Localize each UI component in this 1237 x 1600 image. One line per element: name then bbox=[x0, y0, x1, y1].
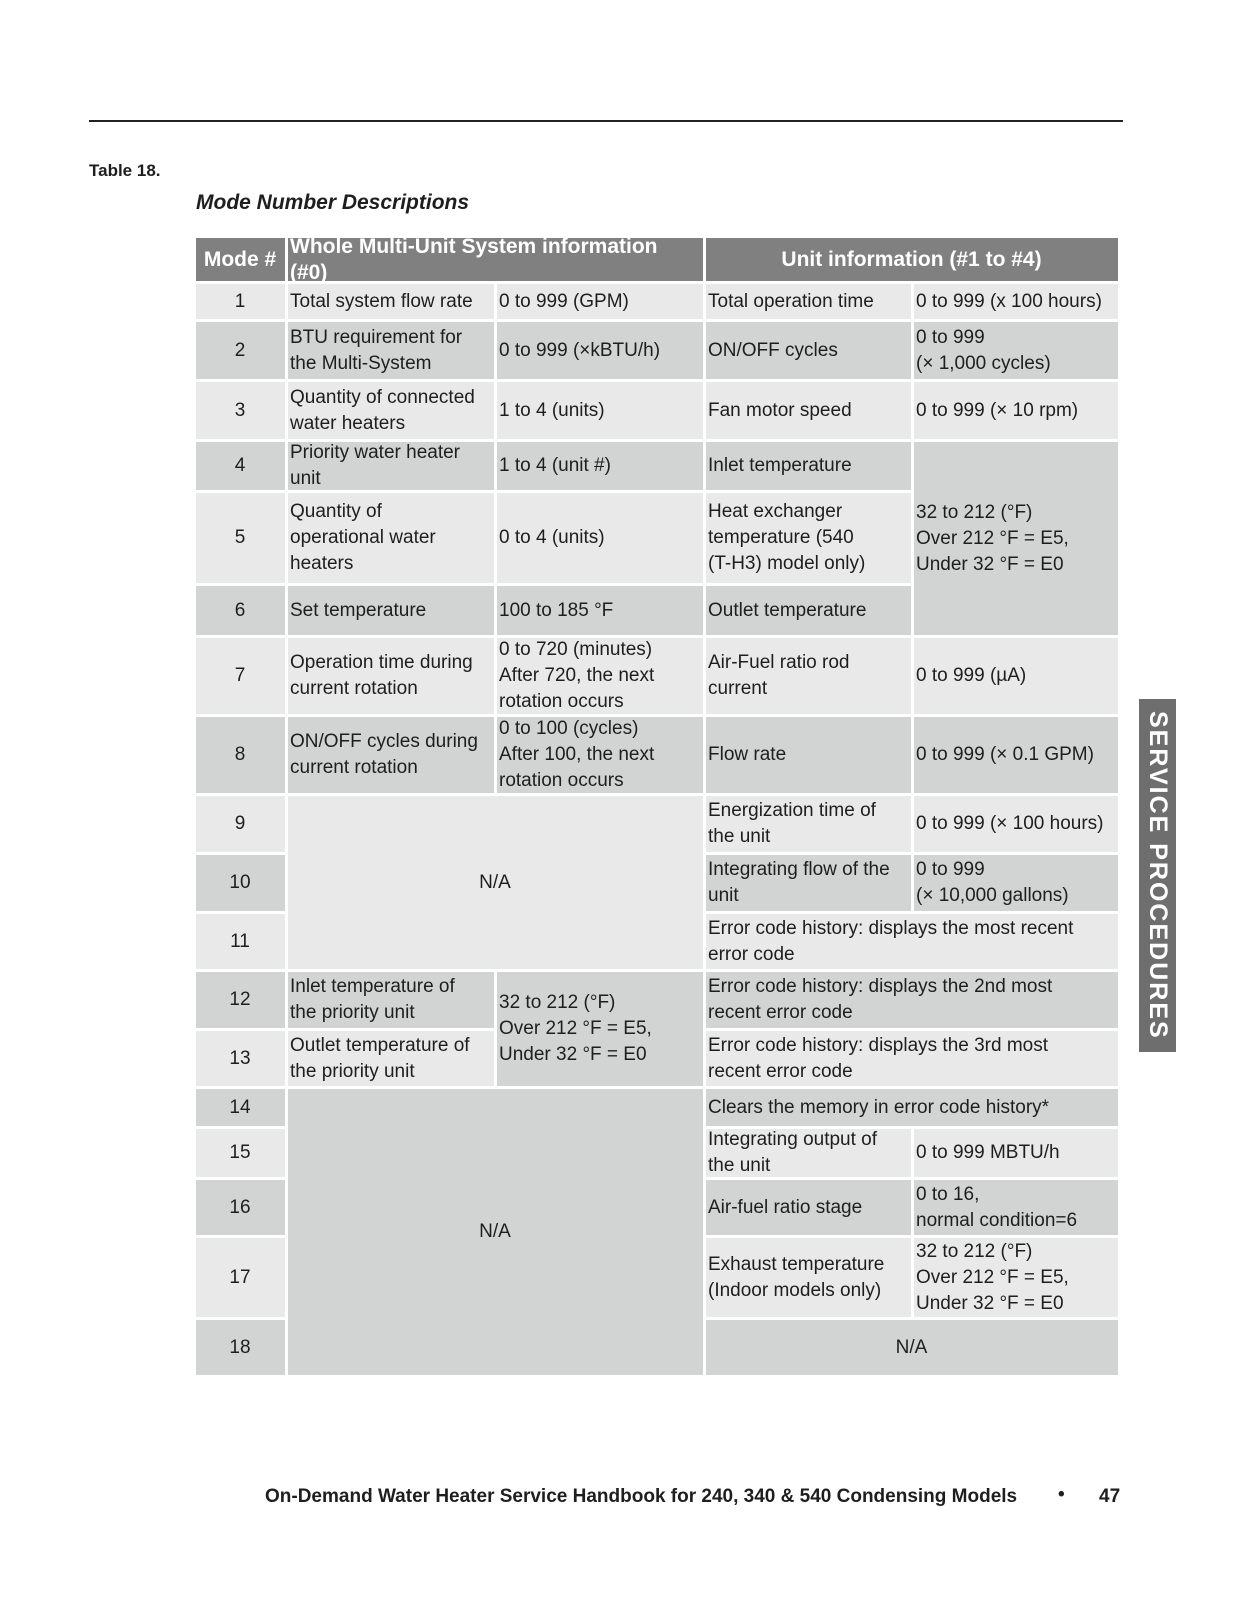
header-system-info: Whole Multi-Unit System information (#0) bbox=[288, 238, 703, 281]
footer-bullet: • bbox=[1058, 1484, 1065, 1505]
system-na-cell: N/A bbox=[288, 796, 703, 969]
unit-range: 0 to 999 (× 10 rpm) bbox=[914, 382, 1118, 439]
unit-range: 0 to 999 (x 100 hours) bbox=[914, 284, 1118, 319]
mode-number: 2 bbox=[196, 322, 285, 379]
mode-number: 12 bbox=[196, 972, 285, 1028]
unit-range: 0 to 999 (µA) bbox=[914, 638, 1118, 714]
unit-item: Outlet temperature bbox=[706, 586, 911, 635]
system-range: 0 to 100 (cycles) After 100, the next rotation occurs bbox=[497, 717, 703, 793]
unit-na-cell: N/A bbox=[706, 1320, 1118, 1375]
unit-range: 0 to 999 MBTU/h bbox=[914, 1129, 1118, 1177]
system-range: 0 to 999 (×kBTU/h) bbox=[497, 322, 703, 379]
mode-number: 11 bbox=[196, 914, 285, 969]
unit-item-wide: Error code history: displays the 2nd most recent error code bbox=[706, 972, 1118, 1028]
mode-number: 18 bbox=[196, 1320, 285, 1375]
table-label: Table 18. bbox=[89, 161, 161, 180]
unit-range: 0 to 16, normal condition=6 bbox=[914, 1180, 1118, 1235]
unit-range: 0 to 999 (× 1,000 cycles) bbox=[914, 322, 1118, 379]
system-range: 1 to 4 (units) bbox=[497, 382, 703, 439]
table-title: Mode Number Descriptions bbox=[196, 191, 470, 214]
mode-number: 16 bbox=[196, 1180, 285, 1235]
unit-item: Exhaust temperature (Indoor models only) bbox=[706, 1238, 911, 1317]
unit-item: Fan motor speed bbox=[706, 382, 911, 439]
unit-item: ON/OFF cycles bbox=[706, 322, 911, 379]
mode-number: 13 bbox=[196, 1031, 285, 1086]
system-range: 100 to 185 °F bbox=[497, 586, 703, 635]
unit-item: Integrating flow of the unit bbox=[706, 855, 911, 911]
unit-item: Total operation time bbox=[706, 284, 911, 319]
system-range: 1 to 4 (unit #) bbox=[497, 442, 703, 490]
page-number: 47 bbox=[1099, 1486, 1121, 1507]
mode-number-table bbox=[196, 234, 1118, 1375]
system-range: 0 to 720 (minutes) After 720, the next rotation occurs bbox=[497, 638, 703, 714]
mode-number: 1 bbox=[196, 284, 285, 319]
system-item: Quantity of operational water heaters bbox=[288, 493, 494, 583]
mode-number: 14 bbox=[196, 1089, 285, 1126]
system-item: Set temperature bbox=[288, 586, 494, 635]
section-side-tab-label: SERVICE PROCEDURES bbox=[1144, 711, 1172, 1040]
system-range: 0 to 999 (GPM) bbox=[497, 284, 703, 319]
mode-number: 17 bbox=[196, 1238, 285, 1317]
unit-item: Air-Fuel ratio rod current bbox=[706, 638, 911, 714]
mode-number: 15 bbox=[196, 1129, 285, 1177]
unit-item: Energization time of the unit bbox=[706, 796, 911, 852]
unit-item: Air-fuel ratio stage bbox=[706, 1180, 911, 1235]
system-item: Outlet temperature of the priority unit bbox=[288, 1031, 494, 1086]
unit-range: 0 to 999 (× 100 hours) bbox=[914, 796, 1118, 852]
mode-number: 5 bbox=[196, 493, 285, 583]
mode-number: 4 bbox=[196, 442, 285, 490]
unit-item-wide: Error code history: displays the most recent error code bbox=[706, 914, 1118, 969]
mode-number: 10 bbox=[196, 855, 285, 911]
section-side-tab bbox=[1139, 699, 1176, 1052]
system-range-priority-merged: 32 to 212 (°F) Over 212 °F = E5, Under 32 °F = E0 bbox=[497, 972, 703, 1086]
top-rule bbox=[89, 120, 1123, 122]
mode-number: 7 bbox=[196, 638, 285, 714]
mode-number: 8 bbox=[196, 717, 285, 793]
system-item: Priority water heater unit bbox=[288, 442, 494, 490]
system-na-cell: N/A bbox=[288, 1089, 703, 1375]
mode-number: 3 bbox=[196, 382, 285, 439]
unit-range: 0 to 999 (× 0.1 GPM) bbox=[914, 717, 1118, 793]
system-item: ON/OFF cycles during current rotation bbox=[288, 717, 494, 793]
unit-range: 32 to 212 (°F) Over 212 °F = E5, Under 32 °F = E0 bbox=[914, 1238, 1118, 1317]
unit-range-temperature-merged: 32 to 212 (°F) Over 212 °F = E5, Under 32 °F = E0 bbox=[914, 442, 1118, 635]
footer-title: On-Demand Water Heater Service Handbook for 240, 340 & 540 Condensing Models bbox=[265, 1486, 1018, 1507]
system-item: Operation time during current rotation bbox=[288, 638, 494, 714]
unit-item: Inlet temperature bbox=[706, 442, 911, 490]
unit-range: 0 to 999 (× 10,000 gallons) bbox=[914, 855, 1118, 911]
system-item: Total system flow rate bbox=[288, 284, 494, 319]
header-unit-info: Unit information (#1 to #4) bbox=[706, 238, 1118, 281]
header-mode: Mode # bbox=[196, 238, 285, 281]
unit-item: Flow rate bbox=[706, 717, 911, 793]
unit-item-wide: Error code history: displays the 3rd most recent error code bbox=[706, 1031, 1118, 1086]
system-item: Inlet temperature of the priority unit bbox=[288, 972, 494, 1028]
system-range: 0 to 4 (units) bbox=[497, 493, 703, 583]
unit-item: Heat exchanger temperature (540 (T-H3) model only) bbox=[706, 493, 911, 583]
mode-number: 6 bbox=[196, 586, 285, 635]
unit-item: Integrating output of the unit bbox=[706, 1129, 911, 1177]
unit-item-wide: Clears the memory in error code history* bbox=[706, 1089, 1118, 1126]
system-item: BTU requirement for the Multi-System bbox=[288, 322, 494, 379]
system-item: Quantity of connected water heaters bbox=[288, 382, 494, 439]
mode-number: 9 bbox=[196, 796, 285, 852]
